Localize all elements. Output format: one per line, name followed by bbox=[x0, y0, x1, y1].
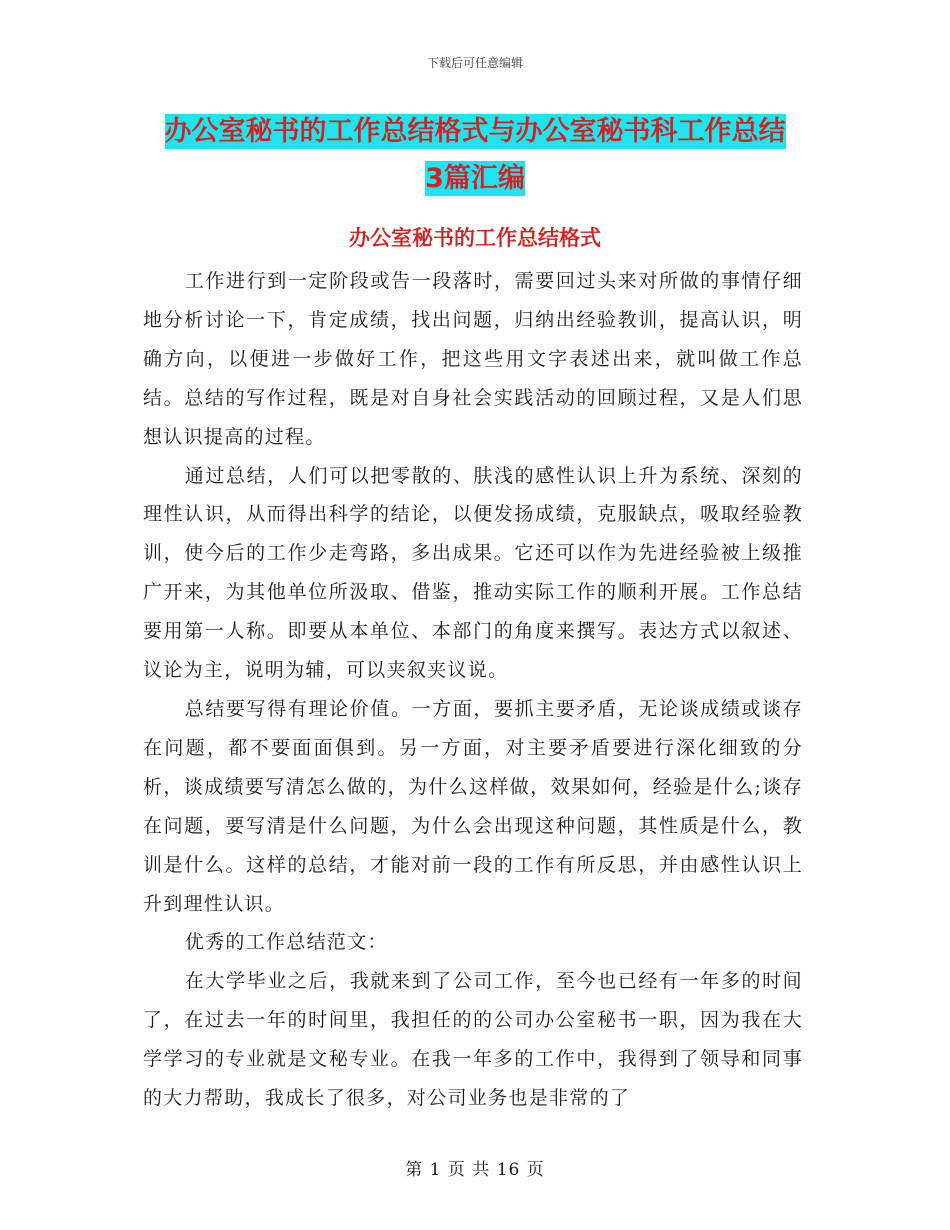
document-title bbox=[140, 108, 810, 202]
paragraph: 总结要写得有理论价值。一方面，要抓主要矛盾，无论谈成绩或谈存在问题，都不要面面俱到。另一方面，对主要矛盾要进行深化细致的分析，谈成绩要写清怎么做的，为什么这样做，效果如何，经验是什么;谈存在问题，要写清是什么问题，为什么会出现这种问题，其性质是什么，教训是什么。这样的总结，才能对前一段的工作有所反思，并由感性认识上升到理性认识。 bbox=[143, 697, 803, 915]
title-line-2: 3篇汇编 bbox=[425, 163, 525, 194]
paragraph: 工作进行到一定阶段或告一段落时，需要回过头来对所做的事情仔细地分析讨论一下，肯定成绩，找出问题，归纳出经验教训，提高认识，明确方向，以便进一步做好工作，把这些用文字表述出来，就叫做工作总结。总结的写作过程，既是对自身社会实践活动的回顾过程，又是人们思想认识提高的过程。 bbox=[143, 270, 803, 448]
paragraph: 在大学毕业之后，我就来到了公司工作，至今也已经有一年多的时间了，在过去一年的时间里，我担任的的公司办公室秘书一职，因为我在大学学习的专业就是文秘专业。在我一年多的工作中，我得到了领导和同事的大力帮助，我成长了很多，对公司业务也是非常的了 bbox=[143, 970, 803, 1110]
paragraph: 优秀的工作总结范文： bbox=[184, 931, 388, 954]
page-footer: 第 1 页 共 16 页 bbox=[405, 1160, 545, 1180]
title-line-1: 办公室秘书的工作总结格式与办公室秘书科工作总结 bbox=[164, 116, 786, 147]
header-note: 下载后可任意编辑 bbox=[426, 56, 523, 70]
body-text bbox=[143, 262, 803, 1118]
paragraph: 通过总结，人们可以把零散的、肤浅的感性认识上升为系统、深刻的理性认识，从而得出科学的结论，以便发扬成绩，克服缺点，吸取经验教训，使今后的工作少走弯路，多出成果。它还可以作为先进经验被上级推广开来，为其他单位所汲取、借鉴，推动实际工作的顺利开展。工作总结要用第一人称。即要从本单位、本部门的角度来撰写。表达方式以叙述、议论为主，说明为辅，可以夹叙夹议说。 bbox=[143, 464, 803, 682]
section-title: 办公室秘书的工作总结格式 bbox=[349, 226, 601, 250]
